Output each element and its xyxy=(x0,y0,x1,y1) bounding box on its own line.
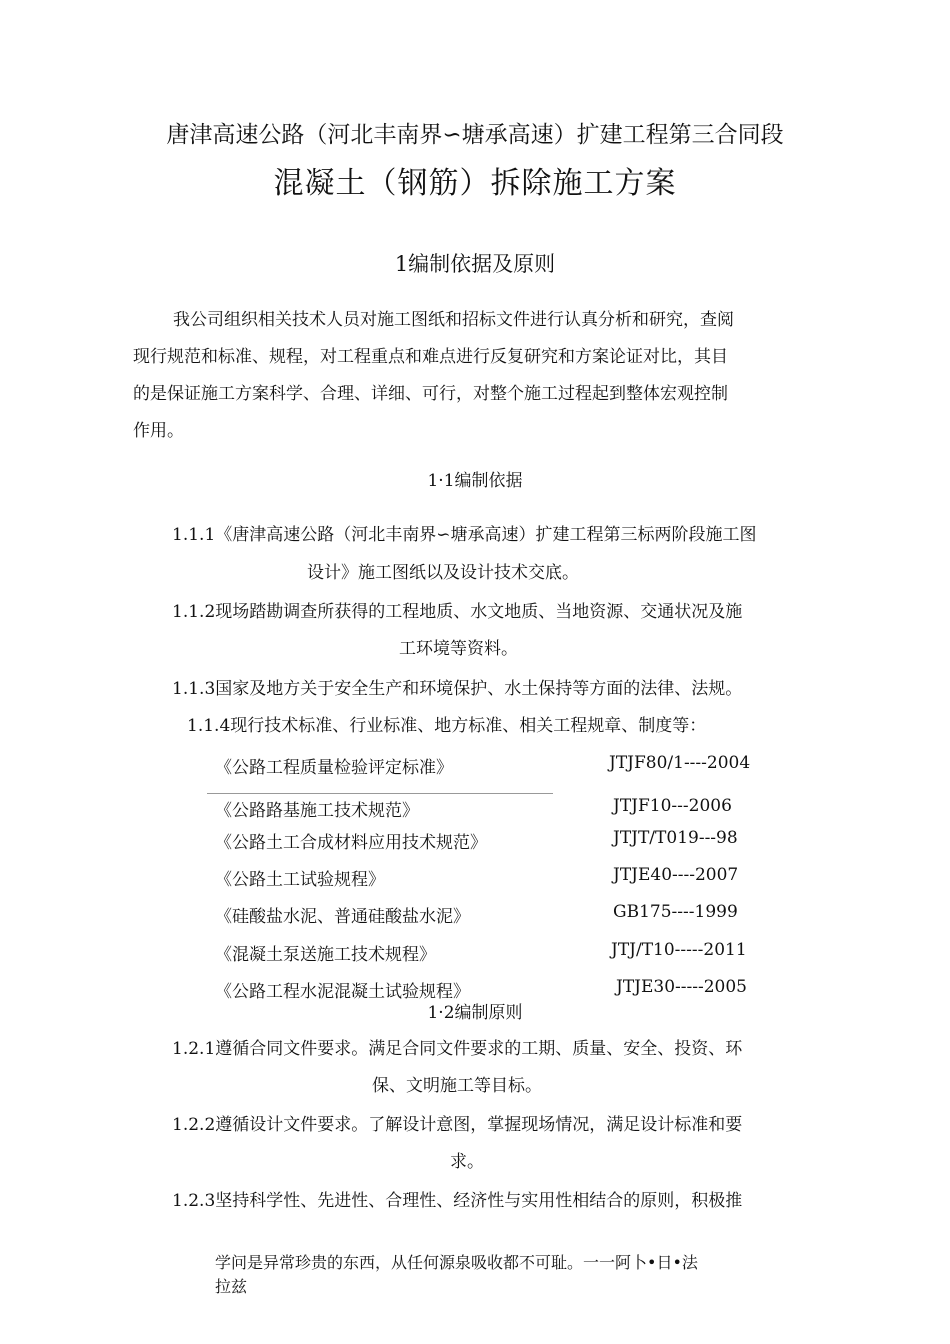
standard-code: JTJT/T019---98 xyxy=(613,828,738,848)
intro-line-3: 的是保证施工方案科学、合理、详细、可行，对整个施工过程起到整体宏观控制 xyxy=(133,384,728,404)
standard-code: JTJE30-----2005 xyxy=(616,977,747,997)
principle-item-2-line1: 1.2.2遵循设计文件要求。了解设计意图，掌握现场情况，满足设计标准和要 xyxy=(172,1115,743,1135)
footer-quote-line2: 拉兹 xyxy=(215,1277,248,1296)
basis-item-4: 1.1.4现行技术标准、行业标准、地方标准、相关工程规章、制度等： xyxy=(187,716,707,736)
standard-code: JTJF80/1----2004 xyxy=(609,753,751,773)
standard-name: 《硅酸盐水泥、普通硅酸盐水泥》 xyxy=(215,907,470,927)
principle-item-1-line1: 1.2.1遵循合同文件要求。满足合同文件要求的工期、质量、安全、投资、环 xyxy=(172,1039,743,1059)
basis-item-2-line2: 工环境等资料。 xyxy=(399,639,518,659)
basis-item-2-line1: 1.1.2现场踏勘调查所获得的工程地质、水文地质、当地资源、交通状况及施 xyxy=(172,602,743,622)
intro-line-4: 作用。 xyxy=(133,421,184,441)
basis-item-1-line2: 设计》施工图纸以及设计技术交底。 xyxy=(307,563,579,583)
standard-name: 《公路路基施工技术规范》 xyxy=(215,801,419,821)
standard-name: 《公路工程质量检验评定标准》 xyxy=(215,758,453,778)
basis-item-1-line1: 1.1.1《唐津高速公路（河北丰南界∽塘承高速）扩建工程第三标两阶段施工图 xyxy=(172,525,757,545)
subsection-1-1-heading: 1·1编制依据 xyxy=(427,471,523,491)
principle-item-3-line1: 1.2.3坚持科学性、先进性、合理性、经济性与实用性相结合的原则，积极推 xyxy=(172,1191,743,1211)
section-1-heading: 1编制依据及原则 xyxy=(394,252,556,276)
standard-name: 《公路工程水泥混凝土试验规程》 xyxy=(215,982,470,1002)
intro-line-2: 现行规范和标准、规程，对工程重点和难点进行反复研究和方案论证对比，其目 xyxy=(133,347,728,367)
principle-item-1-line2: 保、文明施工等目标。 xyxy=(372,1076,542,1096)
standard-name: 《公路土工合成材料应用技术规范》 xyxy=(215,833,487,853)
intro-line-1: 我公司组织相关技术人员对施工图纸和招标文件进行认真分析和研究，查阅 xyxy=(173,310,734,330)
subsection-1-2-heading: 1·2编制原则 xyxy=(427,1003,523,1023)
footer-quote-line1: 学问是异常珍贵的东西，从任何源泉吸收都不可耻。一一阿卜•日•法 xyxy=(215,1253,698,1272)
project-title-line: 唐津高速公路（河北丰南界∽塘承高速）扩建工程第三合同段 xyxy=(166,122,784,148)
divider-line xyxy=(207,793,553,794)
standard-name: 《公路土工试验规程》 xyxy=(215,870,385,890)
standard-code: JTJE40----2007 xyxy=(613,865,739,885)
standard-name: 《混凝土泵送施工技术规程》 xyxy=(215,945,436,965)
standard-code: JTJF10---2006 xyxy=(613,796,732,816)
standard-code: JTJ/T10-----2011 xyxy=(611,940,747,960)
principle-item-2-line2: 求。 xyxy=(450,1152,484,1172)
standard-code: GB175----1999 xyxy=(613,902,738,922)
basis-item-3: 1.1.3国家及地方关于安全生产和环境保护、水土保持等方面的法律、法规。 xyxy=(172,679,743,699)
main-title: 混凝土（钢筋）拆除施工方案 xyxy=(273,166,677,201)
